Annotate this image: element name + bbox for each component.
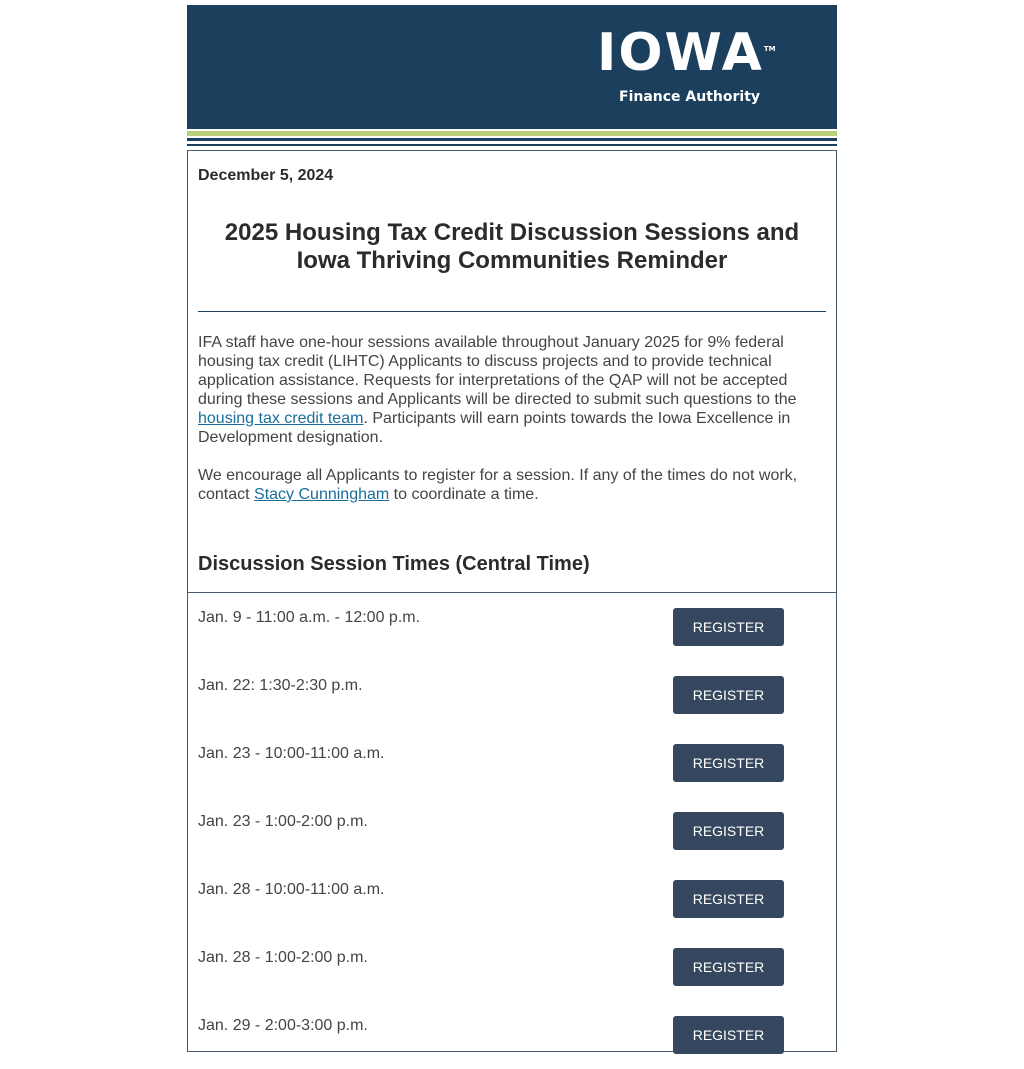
logo-trademark: TM [763, 45, 776, 53]
session-time: Jan. 22: 1:30-2:30 p.m. [198, 677, 363, 694]
register-button[interactable]: REGISTER [673, 676, 784, 714]
encourage-paragraph [198, 466, 806, 504]
session-time: Jan. 28 - 10:00-11:00 a.m. [198, 881, 385, 898]
session-time: Jan. 28 - 1:00-2:00 p.m. [198, 949, 368, 966]
session-row [188, 661, 836, 729]
register-button[interactable]: REGISTER [673, 1016, 784, 1054]
register-button[interactable]: REGISTER [673, 948, 784, 986]
headline-divider [198, 311, 826, 312]
navy-stripe-thin [187, 144, 837, 146]
housing-tax-credit-team-link[interactable]: housing tax credit team [198, 410, 364, 427]
session-row [188, 1001, 836, 1069]
register-button[interactable]: REGISTER [673, 812, 784, 850]
iowa-finance-authority-logo[interactable] [597, 23, 797, 113]
register-button[interactable]: REGISTER [673, 744, 784, 782]
intro-paragraph [198, 333, 806, 447]
encourage-text-2: to coordinate a time. [389, 486, 539, 503]
logo-wordmark [597, 23, 776, 83]
session-row [188, 593, 836, 661]
stacy-cunningham-link[interactable]: Stacy Cunningham [254, 486, 390, 503]
register-button[interactable]: REGISTER [673, 880, 784, 918]
register-button[interactable]: REGISTER [673, 608, 784, 646]
session-time: Jan. 29 - 2:00-3:00 p.m. [198, 1017, 368, 1034]
session-time: Jan. 9 - 11:00 a.m. - 12:00 p.m. [198, 609, 421, 626]
session-time: Jan. 23 - 1:00-2:00 p.m. [198, 813, 368, 830]
session-row [188, 865, 836, 933]
email-date: December 5, 2024 [198, 167, 334, 184]
session-times-heading: Discussion Session Times (Central Time) [198, 553, 590, 575]
email-headline: 2025 Housing Tax Credit Discussion Sessions and Iowa Thriving Communities Reminder [224, 219, 800, 274]
session-row [188, 729, 836, 797]
session-time: Jan. 23 - 10:00-11:00 a.m. [198, 745, 385, 762]
session-row [188, 797, 836, 865]
intro-text-1: IFA staff have one-hour sessions available throughout January 2025 for 9% federal housing tax credit (LIHTC) Applicants to discuss projects and to provide technical application assistance. Requests for interpretations of the QAP will not be accepted during these sessions and Applicants will be directed to submit such questions to the [198, 334, 797, 408]
header-banner [187, 5, 837, 129]
email-body-card [187, 150, 837, 1052]
email-container [187, 5, 837, 1052]
encourage-text-1: We encourage all Applicants to register for a session. If any of the times do not work, contact [198, 467, 798, 503]
intro-text-2: . Participants will earn points towards the Iowa Excellence in Development designation. [198, 410, 791, 446]
logo-word-text: IOWA [597, 23, 764, 83]
logo-subtitle: Finance Authority [619, 89, 761, 105]
session-row [188, 933, 836, 1001]
